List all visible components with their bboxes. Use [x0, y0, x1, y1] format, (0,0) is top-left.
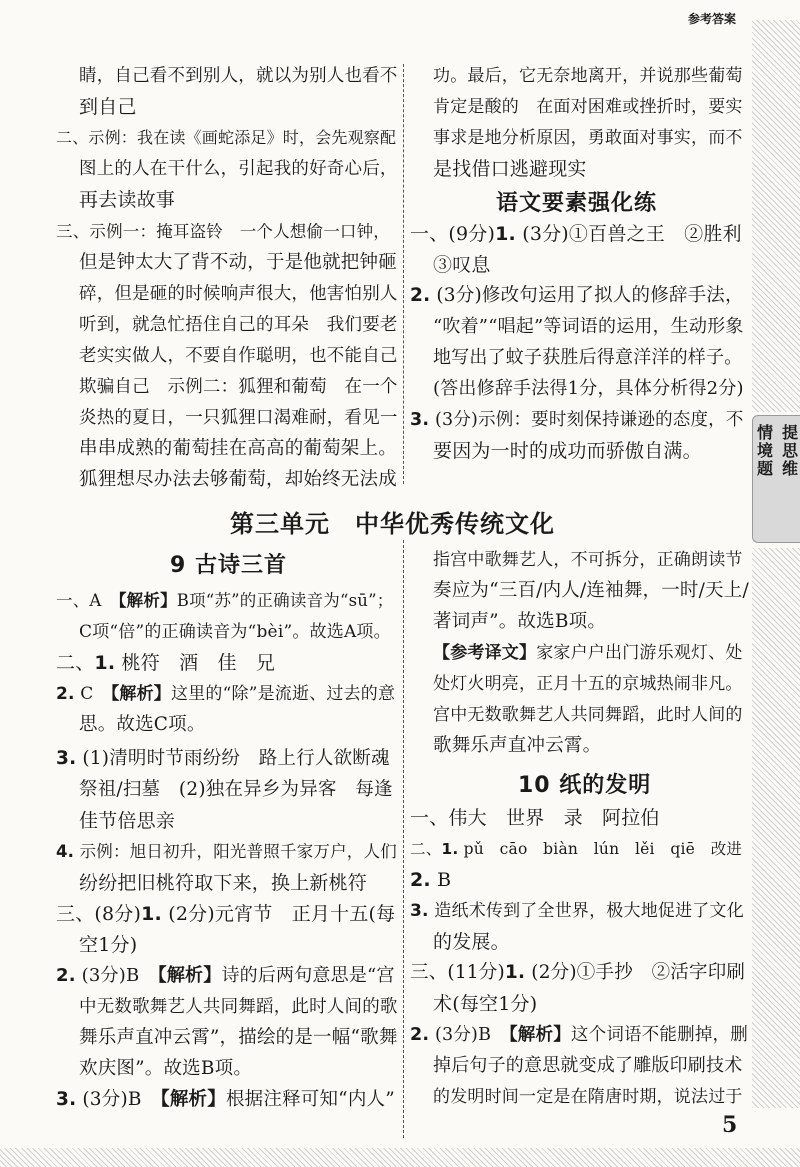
answer-label: 三、(8分) — [56, 903, 142, 925]
text-line: 一、伟大 世界 录 阿拉伯 — [410, 807, 660, 829]
answer-line — [410, 961, 745, 985]
answer-label: (3分)B — [76, 1089, 161, 1110]
answer-text: 这个词语不能删掉，删 — [570, 1025, 748, 1045]
answer-text: 诗的后两句意思是“宫 — [221, 965, 395, 986]
side-hatch-top — [752, 20, 800, 412]
text-line: 术(每空1分) — [433, 993, 538, 1015]
question-number: 1. — [504, 962, 526, 983]
answer-line — [56, 651, 275, 675]
translation-tag: 【参考译文】 — [433, 643, 537, 663]
text-line: 炎热的夏日，一只狐狸口渴难耐，看见一 — [79, 408, 398, 428]
question-text: (3分)修改句运用了拟人的修辞手法， — [430, 285, 744, 306]
text-line: 再去读故事 — [79, 189, 176, 211]
text-line: 中无数歌舞艺人共同舞蹈，此时人间的歌 — [79, 997, 398, 1017]
text-line: “吹着”“唱起”等词语的运用，生动形象 — [433, 316, 744, 337]
question-text: (3分)①百兽之王 ②胜利 — [515, 223, 742, 245]
answer-label: C — [74, 684, 111, 704]
translation-text: 家家户户出门游乐观灯、处 — [536, 643, 743, 663]
text-line: 狐狸想尽办法去够葡萄，却始终无法成 — [79, 469, 397, 490]
text-line: 到自己 — [79, 96, 137, 118]
text-line: (答出修辞手法得1分，具体分析得2分) — [433, 378, 744, 399]
side-tab-part1: 情境题 — [754, 424, 774, 478]
text-line: 的发明时间一定是在隋唐时期，说法过于 — [433, 1087, 743, 1107]
text-line: 思。故选C项。 — [79, 714, 206, 735]
analysis-tag: 【解析】 — [160, 1089, 226, 1110]
answer-line — [56, 682, 395, 706]
question-number: 2. — [56, 684, 75, 704]
question-number: 1. — [441, 840, 459, 858]
question-text: (3分)示例：要时刻保持谦逊的态度，不 — [429, 410, 744, 430]
text-line: 奏应为“三百/内人/连袖舞，一时/天上/ — [433, 580, 749, 601]
text-line: 佳节倍思亲 — [79, 810, 176, 832]
answer-label: (3分)B — [75, 965, 158, 986]
text-line: 祭祖/扫墓 (2)独在异乡为异客 每逢 — [79, 779, 393, 800]
bottom-column-divider — [403, 540, 404, 1138]
answer-text: 示例：旭日初升，阳光普照千家万户，人们 — [74, 842, 397, 861]
answer-line — [56, 964, 395, 988]
answer-line — [410, 899, 744, 923]
lesson-title: 10 纸的发明 — [518, 773, 652, 798]
text-line: C项“倍”的正确读音为“bèi”。故选A项。 — [79, 622, 391, 642]
question-prefix: 一、(9分) — [410, 223, 496, 245]
answer-label: 一、A — [56, 591, 119, 610]
answer-line — [410, 1023, 748, 1047]
question-number: 3. — [56, 748, 77, 769]
header-label: 参考答案 — [688, 12, 737, 26]
text-line: 的发展。 — [433, 931, 510, 953]
answer-line — [56, 589, 393, 613]
answer-text: 桃符 酒 佳 兄 — [115, 652, 276, 674]
bottom-hatch — [0, 1148, 800, 1167]
answer-line — [410, 837, 742, 861]
text-line: 事求是地分析原因，勇敢面对事实，而不 — [433, 128, 743, 148]
text-line: 著词声”。故选B项。 — [433, 611, 607, 632]
section-title: 语文要素强化练 — [496, 191, 658, 216]
text-line: 睛，自己看不到别人，就以为别人也看不 — [79, 66, 398, 86]
answer-line — [56, 1088, 395, 1112]
text-line: 是找借口逃避现实 — [433, 158, 587, 180]
text-line: 指宫中歌舞艺人，不可拆分，正确朗读节 — [433, 550, 743, 570]
text-line: 三、示例一：掩耳盗铃 一个人想偷一口钟， — [56, 222, 390, 241]
question-line — [410, 284, 744, 308]
side-tab — [752, 415, 800, 543]
analysis-tag: 【解析】 — [118, 591, 177, 610]
answer-text: 根据注释可知“内人” — [225, 1089, 395, 1110]
answer-label: 二、 — [56, 652, 95, 674]
question-number: 1. — [495, 223, 516, 245]
text-line: 舞乐声直冲云霄”，描绘的是一幅“歌舞 — [79, 1027, 398, 1048]
text-line: 肯定是酸的 在面对困难或挫折时，要实 — [433, 97, 743, 117]
answer-text: (2分)①手抄 ②活字印刷 — [525, 962, 746, 983]
text-line: ③叹息 — [433, 254, 491, 276]
unit-title: 第三单元 中华优秀传统文化 — [230, 510, 555, 538]
text-line: 要因为一时的成功而骄傲自满。 — [433, 440, 702, 462]
text-line: 听到，就急忙捂住自己的耳朵 我们要老 — [79, 315, 398, 335]
question-number: 4. — [56, 842, 75, 861]
text-line: 纷纷把旧桃符取下来，换上新桃符 — [79, 872, 368, 894]
lesson-title: 9 古诗三首 — [170, 553, 287, 578]
question-number: 1. — [141, 903, 162, 925]
answer-line — [56, 747, 390, 771]
side-hatch-bottom — [752, 548, 800, 1108]
top-column-divider — [403, 64, 404, 484]
text-line: 串串成熟的葡萄挂在高高的葡萄架上。 — [79, 438, 397, 459]
text-line: 掉后句子的意思就变成了雕版印刷技术 — [433, 1055, 743, 1076]
text-line: 欺骗自己 示例二：狐狸和葡萄 在一个 — [79, 377, 398, 397]
question-number: 2. — [56, 965, 76, 986]
question-line — [410, 408, 744, 432]
text-line: 空1分) — [79, 934, 138, 956]
analysis-tag: 【解析】 — [508, 1025, 571, 1045]
answer-text: 这里的“除”是流逝、过去的意 — [171, 684, 396, 704]
answer-text: pǔ cāo biàn lún lěi qiē 改进 — [458, 840, 743, 858]
page-number: 5 — [722, 1112, 738, 1138]
answer-text: 造纸术传到了全世界，极大地促进了文化 — [428, 901, 744, 921]
question-number: 1. — [94, 652, 116, 674]
text-line: 但是钟太大了背不动，于是他就把钟砸 — [79, 252, 397, 273]
question-number: 3. — [410, 901, 429, 921]
analysis-tag: 【解析】 — [157, 965, 222, 986]
question-number: 2. — [410, 869, 431, 891]
text-line: 宫中无数歌舞艺人共同舞蹈，此时人间的 — [433, 705, 743, 725]
question-number: 2. — [410, 285, 431, 306]
answer-label: (3分)B — [429, 1025, 509, 1045]
question-number: 3. — [410, 410, 430, 430]
text-line: 功。最后，它无奈地离开，并说那些葡萄 — [433, 66, 743, 86]
answer-text: B — [430, 869, 452, 891]
answer-label: 三、(11分) — [410, 962, 505, 983]
text-line: 欢庆图”。故选B项。 — [79, 1058, 253, 1079]
answer-text: B项“苏”的正确读音为“sū”； — [176, 591, 394, 610]
text-line: 歌舞乐声直冲云霄。 — [433, 735, 602, 756]
text-line: 二、示例：我在读《画蛇添足》时，会先观察配 — [56, 128, 397, 147]
analysis-tag: 【解析】 — [110, 684, 172, 704]
text-line: 碎，但是砸的时候响声很大，他害怕别人 — [79, 284, 398, 304]
question-number: 2. — [410, 1025, 430, 1045]
answer-label: 二、 — [410, 840, 442, 858]
text-line: 处灯火明亮，正月十五的京城热闹非凡。 — [433, 674, 743, 694]
answer-text: (2分)元宵节 正月十五(每 — [161, 903, 396, 925]
question-line — [410, 222, 742, 246]
side-tab-part2: 提思维 — [779, 424, 799, 478]
answer-line — [410, 868, 451, 892]
text-line: 地写出了蚊子获胜后得意洋洋的样子。 — [433, 347, 743, 368]
answer-line — [56, 840, 397, 864]
answer-text: (1)清明时节雨纷纷 路上行人欲断魂 — [76, 748, 390, 769]
translation-line — [433, 641, 743, 665]
question-number: 3. — [56, 1089, 77, 1110]
text-line: 图上的人在干什么，引起我的好奇心后， — [79, 159, 398, 179]
text-line: 老实实做人，不要自作聪明，也不能自己 — [79, 346, 398, 366]
answer-line — [56, 902, 395, 926]
